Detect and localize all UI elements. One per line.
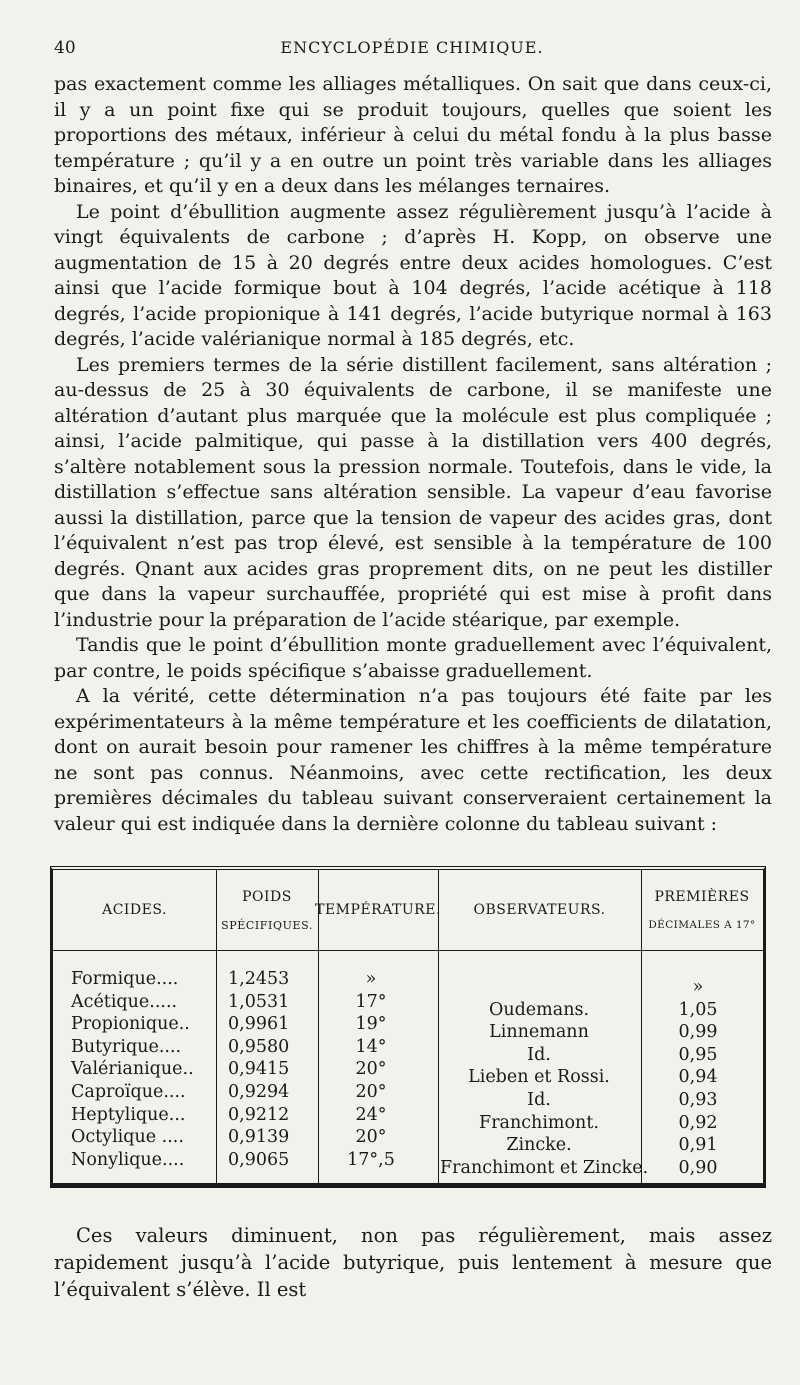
- paragraph-2: Le point d’ébullition augmente assez régulièrement jusqu’à l’acide à vingt équivalents de carbone ; d’après H. Kopp, on observe une augmentation de 15 à 20 degrés entre deux acides homologues. C’est ainsi que l’acide formique bout à 104 degrés, l’acide acétique à 118 degrés, l’acide propionique à 141 degrés, l’acide butyrique normal à 163 degrés, l’acide valérianique normal à 185 degrés, etc.: [54, 200, 772, 350]
- cell-decimales: 0,95: [678, 1044, 718, 1065]
- cell-temperature: 17°: [355, 991, 387, 1012]
- header-acides-label: ACIDES.: [102, 902, 167, 918]
- cell-decimales: 0,91: [678, 1135, 718, 1156]
- cell-temperature: »: [365, 969, 377, 989]
- data-table: [50, 866, 766, 1188]
- cell-acide: Caproïque....: [71, 1081, 186, 1102]
- cell-acide: Butyrique....: [71, 1036, 182, 1057]
- header-premieres-line2: DÉCIMALES A 17°: [648, 919, 756, 931]
- header-poids-line2: SPÉCIFIQUES.: [221, 918, 313, 932]
- cell-decimales: 0,99: [678, 1022, 718, 1043]
- header-temperature: [315, 870, 441, 950]
- cell-poids: 1,2453: [228, 969, 290, 989]
- table-row: [53, 1058, 763, 1088]
- table-row: [53, 1104, 763, 1133]
- cell-acide: Formique....: [71, 969, 179, 989]
- cell-poids: 0,9065: [228, 1149, 290, 1170]
- paragraph-5: A la vérité, cette détermination n’a pas toujours été faite par les expérimentateurs à la même température et les coefficients de dilatation, dont on aurait besoin pour ramener les chiffres à la même température ne sont pas connus. Néanmoins, avec cette rectification, les deux premières décimales du tableau suivant conserveraient certainement la valeur qui est indiquée dans la dernière colonne du tableau suivant :: [54, 685, 772, 835]
- cell-decimales: 0,93: [678, 1089, 718, 1110]
- closing-paragraph: Ces valeurs diminuent, non pas régulièrement, mais assez rapidement jusqu’à l’acide butyrique, puis lentement à mesure que l’équivalent s’élève. Il est: [54, 1224, 772, 1301]
- cell-acide: Valérianique..: [71, 1059, 194, 1080]
- running-title: ENCYCLOPÉDIE CHIMIQUE.: [280, 38, 544, 57]
- cell-poids: 0,9294: [228, 1081, 290, 1102]
- cell-decimales: 0,94: [678, 1067, 718, 1088]
- cell-acide: Nonylique....: [71, 1149, 185, 1170]
- header-poids: [216, 870, 318, 950]
- paragraph-1: pas exactement comme les alliages métalliques. On sait que dans ceux-ci, il y a un point fixe qui se produit toujours, quelles que soient les proportions des métaux, inférieur à celui du métal fondu à la plus basse température ; qu’il y a en outre un point très variable dans les alliages binaires, et qu’il y en a deux dans les mélanges ternaires.: [54, 73, 772, 197]
- cell-poids: 0,9139: [228, 1127, 290, 1148]
- page-number: 40: [54, 38, 76, 58]
- cell-temperature: 20°: [355, 1081, 387, 1102]
- closing-text: [54, 1222, 772, 1303]
- cell-decimales: 0,90: [678, 1157, 718, 1178]
- body-text: [54, 72, 772, 837]
- header-premieres-line1: PREMIÈRES: [654, 889, 750, 905]
- cell-observateur: Zincke.: [506, 1135, 572, 1156]
- cell-observateur: Id.: [527, 1089, 551, 1110]
- header-observateurs: [438, 870, 641, 950]
- cell-decimales: 1,05: [678, 999, 718, 1020]
- cell-acide: Propionique..: [71, 1014, 190, 1035]
- cell-poids: 1,0531: [228, 991, 290, 1012]
- table-row: [53, 1013, 763, 1043]
- cell-acide: Acétique.....: [71, 991, 178, 1012]
- table-body: [53, 968, 763, 1178]
- cell-temperature: 20°: [355, 1059, 387, 1080]
- cell-observateur: Franchimont.: [479, 1112, 599, 1133]
- paragraph-3: Les premiers termes de la série distillent facilement, sans altération ; au-dessus de 25 à 30 équivalents de carbone, il se manifeste une altération d’autant plus marquée que la molécule est plus compliquée ; ainsi, l’acide palmitique, qui passe à la distillation vers 400 degrés, s’altère notablement sous la pression normale. Toutefois, dans le vide, la distillation s’effectue sans altération sensible. La vapeur d’eau favorise aussi la distillation, parce que la tension de vapeur des acides gras, dont l’équivalent n’est pas trop élevé, est sensible à la température de 100 degrés. Qnant aux acides gras proprement dits, on ne peut les distiller que dans la vapeur surchauffée, propriété qui est mise à profit dans l’industrie pour la préparation de l’acide stéarique, par exemple.: [54, 353, 772, 631]
- table-row: [53, 1036, 763, 1065]
- table-row: [53, 991, 763, 1020]
- cell-poids: 0,9415: [228, 1059, 290, 1080]
- cell-observateur: Linnemann: [489, 1022, 589, 1043]
- cell-temperature: 17°,5: [347, 1149, 395, 1170]
- cell-poids: 0,9961: [228, 1014, 290, 1035]
- table-row: [53, 968, 763, 997]
- cell-temperature: 14°: [355, 1036, 387, 1057]
- cell-observateur: Oudemans.: [488, 999, 590, 1020]
- cell-temperature: 19°: [355, 1014, 387, 1035]
- header-premieres: [641, 870, 763, 950]
- cell-observateur: Franchimont et Zincke.: [440, 1157, 649, 1178]
- cell-acide: Octylique ....: [71, 1127, 184, 1148]
- cell-observateur: Id.: [527, 1044, 551, 1065]
- cell-decimales: 0,92: [678, 1112, 718, 1133]
- cell-temperature: 24°: [355, 1104, 387, 1125]
- cell-acide: Heptylique...: [71, 1104, 186, 1125]
- paragraph-4: Tandis que le point d’ébullition monte graduellement avec l’équivalent, par contre, le poids spécifique s’abaisse graduellement.: [54, 634, 772, 682]
- page-header: [54, 38, 770, 64]
- cell-observateur: Lieben et Rossi.: [468, 1067, 610, 1088]
- header-acides: [53, 870, 216, 950]
- table-header: [53, 870, 763, 951]
- header-poids-line1: POIDS: [242, 888, 292, 905]
- cell-poids: 0,9580: [228, 1036, 290, 1057]
- header-observateurs-label: OBSERVATEURS.: [473, 902, 606, 918]
- cell-poids: 0,9212: [228, 1104, 290, 1125]
- table-row: [53, 1149, 763, 1178]
- cell-temperature: 20°: [355, 1127, 387, 1148]
- cell-decimales: »: [692, 977, 704, 997]
- header-temperature-label: TEMPÉRATURE.: [315, 902, 441, 918]
- table-row: [53, 1126, 763, 1156]
- table-row: [53, 1081, 763, 1110]
